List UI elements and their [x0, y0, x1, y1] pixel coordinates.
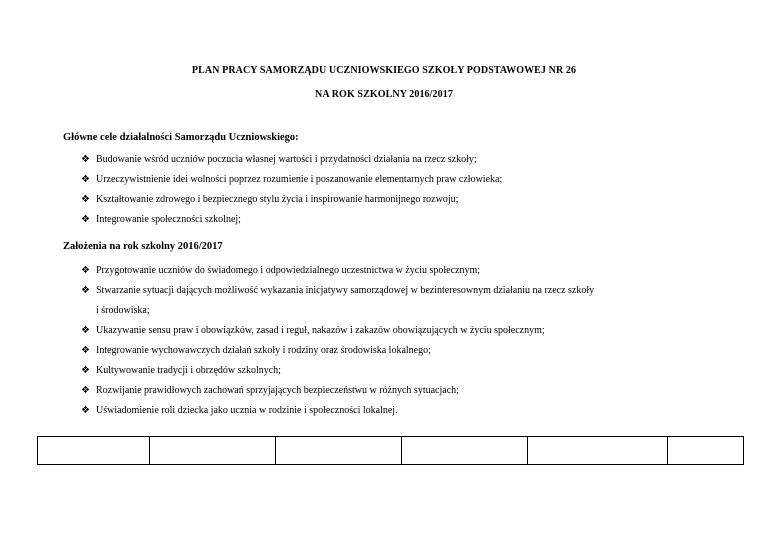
table-cell — [38, 437, 150, 465]
diamond-bullet-icon: ❖ — [81, 214, 90, 225]
list-item: ❖ Ukazywanie sensu praw i obowiązków, zasad i reguł, nakazów i zakazów obowiązujących w życiu społecznym; — [81, 321, 594, 341]
diamond-bullet-icon: ❖ — [81, 154, 90, 165]
list-item: ❖ Kształtowanie zdrowego i bezpiecznego stylu życia i inspirowanie harmonijnego rozwoju; — [81, 190, 502, 210]
list-item: ❖ Urzeczywistnienie idei wolności poprzez rozumienie i poszanowanie elementarnych praw człowieka; — [81, 170, 502, 190]
list-item: ❖ Przygotowanie uczniów do świadomego i odpowiedzialnego uczestnictwa w życiu społecznym; — [81, 261, 594, 281]
table-row — [38, 437, 744, 465]
document-title: PLAN PRACY SAMORZĄDU UCZNIOWSKIEGO SZKOŁY PODSTAWOWEJ NR 26 — [191, 65, 577, 76]
section-goals-heading: Główne cele działalności Samorządu Uczniowskiego: — [63, 132, 299, 143]
diamond-bullet-icon: ❖ — [81, 385, 90, 396]
document-subtitle: NA ROK SZKOLNY 2016/2017 — [315, 89, 453, 100]
list-item: ❖ Integrowanie wychowawczych działań szkoły i rodziny oraz środowiska lokalnego; — [81, 341, 594, 361]
diamond-bullet-icon: ❖ — [81, 174, 90, 185]
diamond-bullet-icon: ❖ — [81, 285, 90, 296]
list-item: ❖ Rozwijanie prawidłowych zachowań sprzyjających bezpieczeństwu w różnych sytuacjach; — [81, 381, 594, 401]
plan-table — [37, 436, 744, 465]
diamond-bullet-icon: ❖ — [81, 405, 90, 416]
section-assumptions-heading: Założenia na rok szkolny 2016/2017 — [63, 241, 223, 252]
diamond-bullet-icon: ❖ — [81, 194, 90, 205]
list-item: ❖ Kultywowanie tradycji i obrzędów szkolnych; — [81, 361, 594, 381]
table-cell — [668, 437, 744, 465]
list-item: ❖ Budowanie wśród uczniów poczucia własnej wartości i przydatności działania na rzecz szkoły; — [81, 150, 502, 170]
table-cell — [528, 437, 668, 465]
diamond-bullet-icon: ❖ — [81, 325, 90, 336]
list-item: ❖ Uświadomienie roli dziecka jako ucznia w rodzinie i społeczności lokalnej. — [81, 401, 594, 421]
diamond-bullet-icon: ❖ — [81, 365, 90, 376]
diamond-bullet-icon: ❖ — [81, 265, 90, 276]
assumptions-list — [81, 261, 594, 421]
list-item: ❖ Stwarzanie sytuacji dających możliwość wykazania inicjatywy samorządowej w bezinteresownym działaniu na rzecz szkoły — [81, 281, 594, 301]
table-cell — [150, 437, 276, 465]
goals-list — [81, 150, 502, 230]
diamond-bullet-icon: ❖ — [81, 345, 90, 356]
list-item-continuation: i środowiska; — [96, 305, 150, 316]
table-cell — [276, 437, 402, 465]
table-cell — [402, 437, 528, 465]
list-item: ❖ Integrowanie społeczności szkolnej; — [81, 210, 502, 230]
